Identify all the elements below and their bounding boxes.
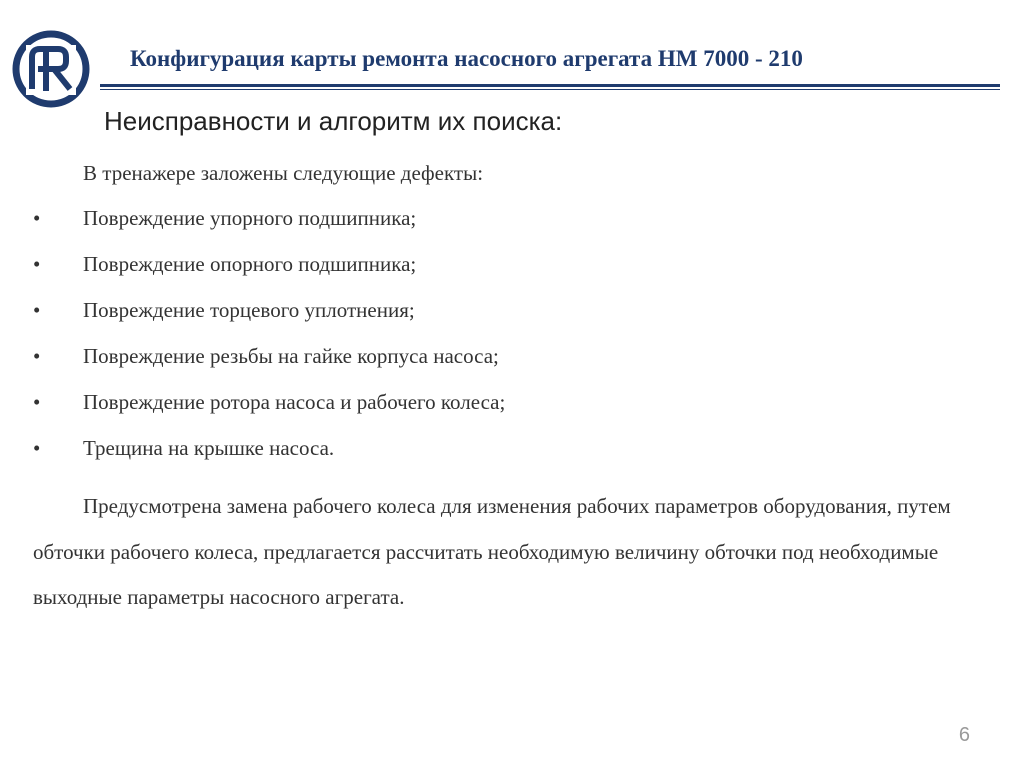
list-item [0,295,1024,341]
defect-text: Повреждение торцевого уплотнения; [83,298,415,322]
defect-text: Повреждение упорного подшипника; [83,206,417,230]
section-heading: Неисправности и алгоритм их поиска: [104,106,563,136]
list-item [0,433,1024,479]
defect-text: Повреждение опорного подшипника; [83,252,417,276]
bullet-icon: • [33,344,41,368]
title-divider-thick [100,84,1000,87]
intro-text: В тренажере заложены следующие дефекты: [83,161,484,185]
bullet-icon: • [33,252,41,276]
bullet-icon: • [33,298,41,322]
page-number: 6 [958,724,970,746]
bullet-icon: • [33,206,41,230]
list-item [0,249,1024,295]
company-logo-icon [8,27,94,111]
bullet-icon: • [33,436,41,460]
body-paragraph: Предусмотрена замена рабочего колеса для изменения рабочих параметров оборудования, путем обточки рабочего колеса, предлагается рассчитать необходимую величину обточки под необходимые выходные параметры насосного агрегата. [33,494,951,609]
defect-text: Трещина на крышке насоса. [83,436,335,460]
defect-text: Повреждение ротора насоса и рабочего колеса; [83,390,506,414]
slide-title: Конфигурация карты ремонта насосного агрегата НМ 7000 - 210 [130,46,803,71]
list-item [0,341,1024,387]
list-item [0,203,1024,249]
bullet-icon: • [33,390,41,414]
title-divider-thin [100,89,1000,90]
defect-list [0,203,1024,479]
defect-text: Повреждение резьбы на гайке корпуса насоса; [83,344,499,368]
list-item [0,387,1024,433]
